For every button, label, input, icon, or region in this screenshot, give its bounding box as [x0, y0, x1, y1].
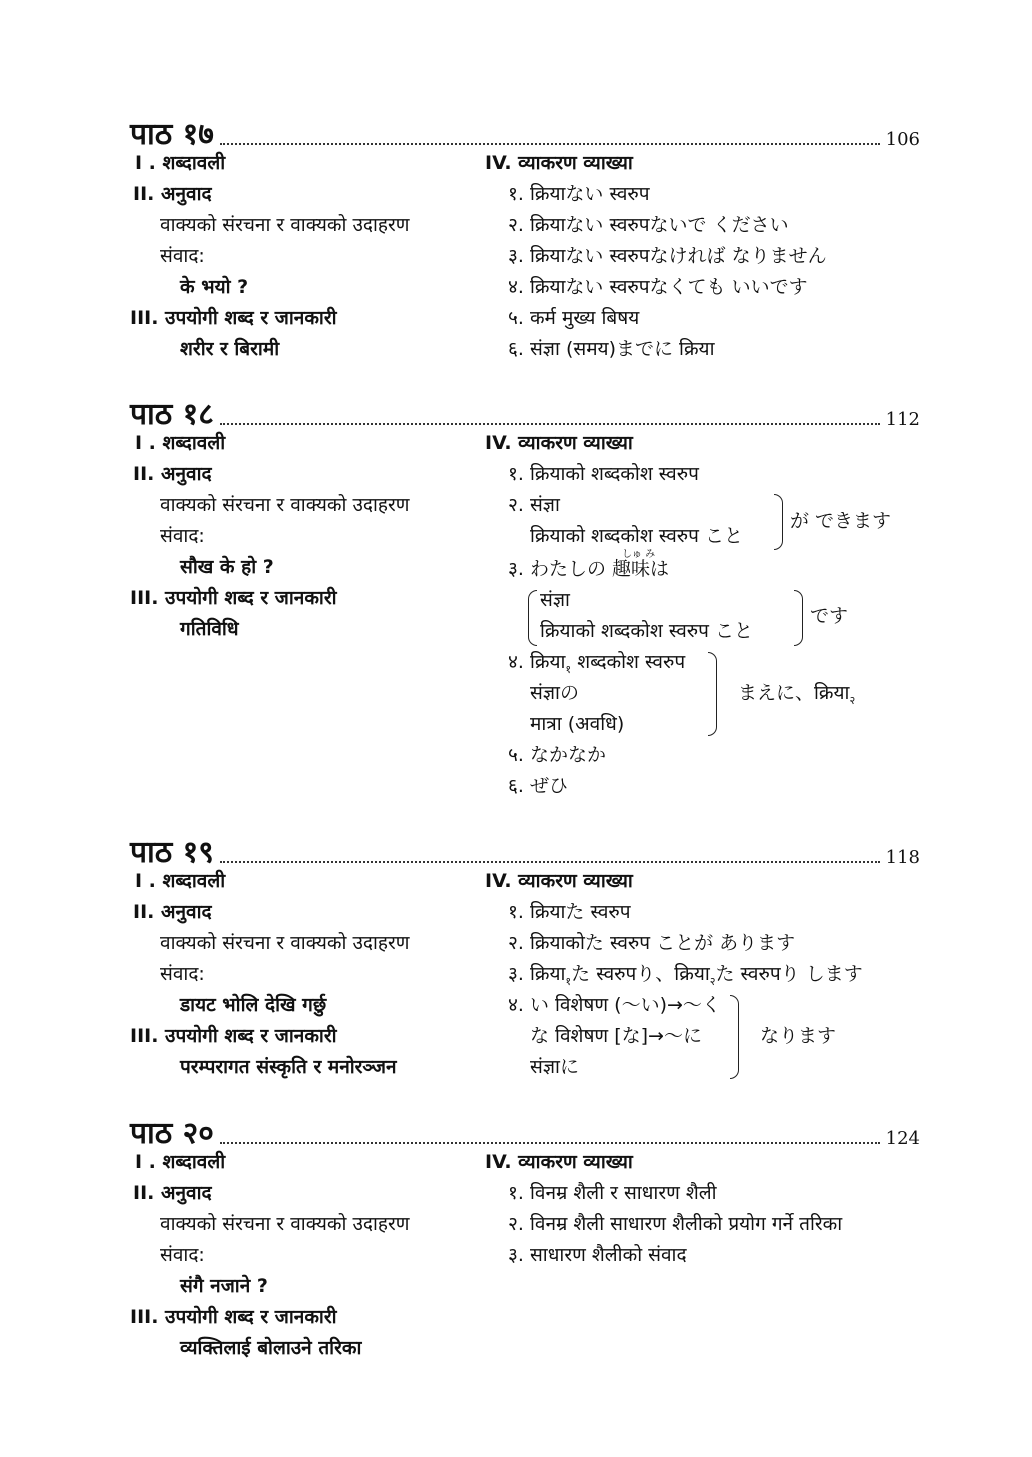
toc-entry: が できます: [790, 510, 892, 532]
toc-entry: ६. संज्ञा (समय)までに क्रिया: [508, 338, 715, 360]
toc-entry: III. उपयोगी शब्द र जानकारी: [130, 587, 337, 609]
toc-entry: I . शब्दावली: [135, 870, 226, 892]
toc-entry: III. उपयोगी शब्द र जानकारी: [130, 1025, 337, 1047]
toc-entry: IV. व्याकरण व्याख्या: [485, 152, 633, 174]
toc-entry: वाक्यको संरचना र वाक्यको उदाहरण: [160, 1213, 410, 1235]
toc-entry: १. विनम्र शैली र साधारण शैली: [508, 1182, 717, 1204]
toc-entry: ३. $क्रिया_१$た स्वरुपり、$क्रिया_२$た स्वरुपり します: [508, 963, 863, 988]
lesson-20-heading: [130, 1107, 920, 1151]
toc-entry: II. अनुवाद: [133, 183, 212, 205]
lesson-title: पाठ १७: [130, 117, 214, 152]
toc-entry: I . शब्दावली: [135, 432, 226, 454]
lesson-19-heading: [130, 826, 920, 870]
toc-entry: संवाद:: [160, 525, 205, 547]
curly-brace: [528, 590, 537, 646]
toc-entry: २. संज्ञा: [508, 494, 560, 516]
toc-entry: वाक्यको संरचना र वाक्यको उदाहरण: [160, 494, 410, 516]
toc-entry: ३. साधारण शैलीको संवाद: [508, 1244, 687, 1266]
toc-entry: १. क्रियाको शब्दकोश स्वरुप: [508, 463, 699, 485]
toc-entry: २. विनम्र शैली साधारण शैलीको प्रयोग गर्ने तरिका: [508, 1213, 843, 1235]
toc-entry: के भयो ?: [180, 276, 249, 298]
toc-entry: संज्ञा: [540, 589, 570, 611]
lesson-18-heading: [130, 388, 920, 432]
page-number: 106: [885, 129, 920, 150]
toc-entry: शरीर र बिरामी: [180, 338, 280, 360]
toc-entry: な विशेषण [な]→〜に: [530, 1025, 702, 1047]
dot-leader: [220, 423, 880, 425]
toc-entry: संवाद:: [160, 1244, 205, 1266]
toc-entry: です: [810, 605, 849, 627]
toc-entry: परम्परागत संस्कृति र मनोरञ्जन: [180, 1056, 397, 1078]
furigana: しゅ み: [622, 549, 656, 560]
dot-leader: [220, 1142, 880, 1144]
toc-entry: डायट भोलि देखि गर्छु: [180, 994, 327, 1016]
toc-entry: ३. わたしの 趣味は: [508, 558, 670, 580]
toc-entry: IV. व्याकरण व्याख्या: [485, 870, 633, 892]
dot-leader: [220, 143, 880, 145]
toc-entry: I . शब्दावली: [135, 1151, 226, 1173]
toc-entry: II. अनुवाद: [133, 1182, 212, 1204]
toc-entry: क्रियाको शब्दकोश स्वरुप こと: [540, 620, 753, 642]
toc-entry: संज्ञाに: [530, 1056, 579, 1078]
toc-entry: १. क्रियाない स्वरुप: [508, 183, 650, 205]
toc-entry: क्रियाको शब्दकोश स्वरुप こと: [530, 525, 743, 547]
toc-entry: व्यक्तिलाई बोलाउने तरिका: [180, 1337, 362, 1359]
toc-entry: ३. क्रियाない स्वरुपなければ なりません: [508, 245, 827, 267]
toc-entry: なります: [760, 1025, 837, 1047]
toc-entry: III. उपयोगी शब्द र जानकारी: [130, 1306, 337, 1328]
toc-entry: २. क्रियाない स्वरुपないで ください: [508, 214, 789, 236]
curly-brace: [794, 590, 803, 646]
toc-entry: ४. क्रियाない स्वरुपなくても いいです: [508, 276, 808, 298]
toc-entry: ४. $क्रिया_१$ शब्दकोश स्वरुप: [508, 651, 686, 676]
toc-entry: まえに、$क्रिया_२$: [738, 682, 856, 707]
toc-entry: गतिविधि: [180, 618, 239, 640]
toc-entry: १. क्रियाた स्वरुप: [508, 901, 631, 923]
dot-leader: [220, 861, 880, 863]
toc-entry: IV. व्याकरण व्याख्या: [485, 432, 633, 454]
lesson-title: पाठ २०: [130, 1116, 214, 1151]
toc-entry: सौख के हो ?: [180, 556, 274, 578]
toc-entry: II. अनुवाद: [133, 463, 212, 485]
toc-entry: I . शब्दावली: [135, 152, 226, 174]
curly-brace: [708, 652, 717, 736]
toc-entry: ५. कर्म मुख्य बिषय: [508, 307, 640, 329]
toc-entry: ५. なかなか: [508, 744, 606, 766]
toc-entry: संज्ञाの: [530, 682, 579, 704]
toc-entry: वाक्यको संरचना र वाक्यको उदाहरण: [160, 932, 410, 954]
toc-entry: २. क्रियाकोた स्वरुप ことが あります: [508, 932, 796, 954]
page-number: 112: [885, 409, 920, 430]
lesson-title: पाठ १८: [130, 397, 214, 432]
toc-entry: ४. い विशेषण (〜い)→〜く: [508, 994, 721, 1016]
toc-entry: III. उपयोगी शब्द र जानकारी: [130, 307, 337, 329]
curly-brace: [730, 995, 739, 1079]
curly-brace: [774, 494, 783, 550]
toc-entry: वाक्यको संरचना र वाक्यको उदाहरण: [160, 214, 410, 236]
toc-entry: संवाद:: [160, 963, 205, 985]
page-number: 124: [885, 1128, 920, 1149]
toc-entry: संवाद:: [160, 245, 205, 267]
lesson-17-heading: [130, 108, 920, 152]
page-number: 118: [885, 847, 920, 868]
lesson-title: पाठ १९: [130, 835, 214, 870]
toc-entry: IV. व्याकरण व्याख्या: [485, 1151, 633, 1173]
toc-entry: II. अनुवाद: [133, 901, 212, 923]
toc-entry: संगै नजाने ?: [180, 1275, 268, 1297]
toc-entry: ६. ぜひ: [508, 775, 568, 797]
toc-entry: मात्रा (अवधि): [530, 713, 625, 735]
